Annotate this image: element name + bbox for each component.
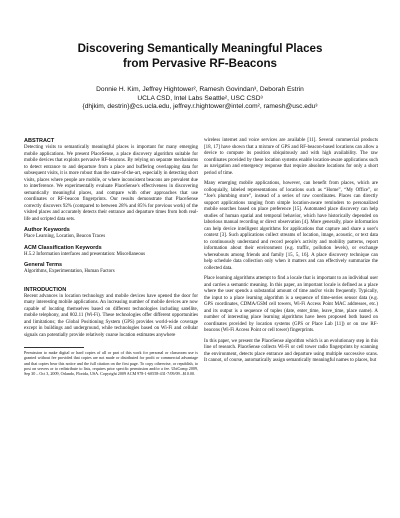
right-column [204, 138, 378, 369]
abstract-heading: ABSTRACT [24, 138, 55, 144]
introduction-heading: INTRODUCTION [24, 286, 67, 293]
acm-heading: ACM Classification Keywords [24, 244, 102, 251]
body-paragraph: Many emerging mobile applications, however, can benefit from places, which are colloquially, labeled representations of locations such as “Home”, “My Office”, or “Joe's plumbing store”, instead of a series of raw coordinates. Places can directly support applications ranging from simple location-aware reminders to personalized mobile searches based on place preference [15]. Automated place discovery can help studies of human spatial and temporal behavior, which have historically depended on laborious manual recording or direct observation [4]. More generally, place information can help device intelligent algorithms for applications that capture and share a user's context [3]. Such applications collect streams of location, image, acoustic, or text data to continuously understand and record people's activity and mobility patterns, report information about their environment (e.g. traffic, pollution levels), or exchange whereabouts among friends and family [15, 5, 16]. A place discovery technique can help schedule data collection only when it matters and can effectively summarize the collected data. [204, 181, 378, 271]
left-column [24, 138, 198, 376]
paper-title-line-2: from Pervasive RF-Beacons [122, 57, 277, 70]
abstract-text: Detecting visits to semantically meaningful places is important for many emerging mobile applications. We present PlaceSense, a place discovery algorithm suitable for mobile devices that exploits pervasive RF-beacons. By relying on separate mechanisms to detect entrance to and departure from a place and buffering overlapping data for subsequent visits, it is more robust than the state-of-the-art, especially in detecting short visits, places where people are mobile, or where inconsistent beacons are prevalent due to interference. We experimentally evaluate PlaceSense's effectiveness in discovering semantically meaningful places, and compare with other approaches that use coordinates or RF-beacon fingerprints. Our results demonstrate that PlaceSense correctly discovers 92% (compared to between 28% and 85% for previous work) of the visited places and accurately detects their entrance and departure times from both real-life and scripted data sets. [24, 145, 198, 222]
paper-title-line-1: Discovering Semantically Meaningful Places [77, 42, 323, 55]
footnote-divider [24, 347, 84, 348]
body-paragraph: In this paper, we present the PlaceSense algorithm which is an evolutionary step in this line of research. PlaceSense collects Wi-Fi or cell tower radio fingerprints by scanning the environment, detects place entrance and departure using multiple successive scans. It cannot, of course, automatically assign semantically meaningful names to places, but [204, 338, 378, 363]
introduction-text: Recent advances in location technology and mobile devices have opened the door for many interesting mobile applications. An increasing number of mobile devices are now capable of locating themselves based on different technologies including satellite, mobile telephony, and 802.11 (Wi-Fi). These technologies offer different opportunities and limitations; the Global Positioning System (GPS) provides world-wide coverage except in buildings and underground, while technologies based on Wi-Fi and cellular signals can potentially provide relatively coarse location estimates anywhere [24, 293, 198, 338]
keywords-text: Place Learning, Location, Beacon Traces [24, 234, 106, 239]
body-paragraph: wireless internet and voice services are available [11]. Several commercial products [18, 17] have shown that a mixture of GPS and RF-beacon-based locations can allow a device to compute its position ubiquitously and with high availability. The raw coordinates provided by these location systems enable location-aware applications such as navigation and emergency response that require absolute locations for only a short period of time. [204, 138, 378, 176]
general-terms-text: Algorithms, Experimentation, Human Factors [24, 269, 115, 274]
author-emails: {dhjkim, destrin}@cs.ucla.edu, jeffrey.r.hightower@intel.com², ramesh@usc.edu³ [82, 103, 318, 110]
acm-text: H.5.2 Information interfaces and presentation: Miscellaneous [24, 251, 146, 257]
author-names: Donnie H. Kim, Jeffrey Hightower², Ramesh Govindan³, Deborah Estrin [96, 86, 304, 93]
body-paragraph: Place learning algorithms attempt to find a locale that is important to an individual user and carries a semantic meaning. In this paper, an important locale is defined as a place where the user spends a substantial amount of time and/or visits frequently. Typically, the input to a place learning algorithm is a sequence of time-series sensor data (e.g. GPS coordinates, CDMA/GSM cell towers, Wi-Fi Access Point MAC addresses, etc.) and its output is a sequence of tuples (date, enter_time, leave_time, place name). A number of interesting place learning algorithms have been proposed both based on coordinates provided by location systems (GPS or Place Lab [11]) or on raw RF-beacons (Wi-Fi Access Point or cell tower) fingerprints. [204, 276, 378, 333]
copyright-footnote: Permission to make digital or hard copies of all or part of this work for personal or classroom use is granted without fee provided that copies are not made or distributed for profit or commercial advantage and that copies bear this notice and the full citation on the first page. To copy otherwise, or republish, to post on servers or to redistribute to lists, requires prior specific permission and/or a fee. UbiComp 2009, Sep 30 – Oct 3, 2009, Orlando, Florida, USA. Copyright 2009 ACM 978-1-60558-431-7/09/09...$10.00. [24, 350, 198, 377]
general-terms-heading: General Terms [24, 262, 63, 268]
author-affiliations: UCLA CSD, Intel Labs Seattle², USC CSD³ [137, 94, 263, 102]
keywords-heading: Author Keywords [24, 227, 70, 233]
